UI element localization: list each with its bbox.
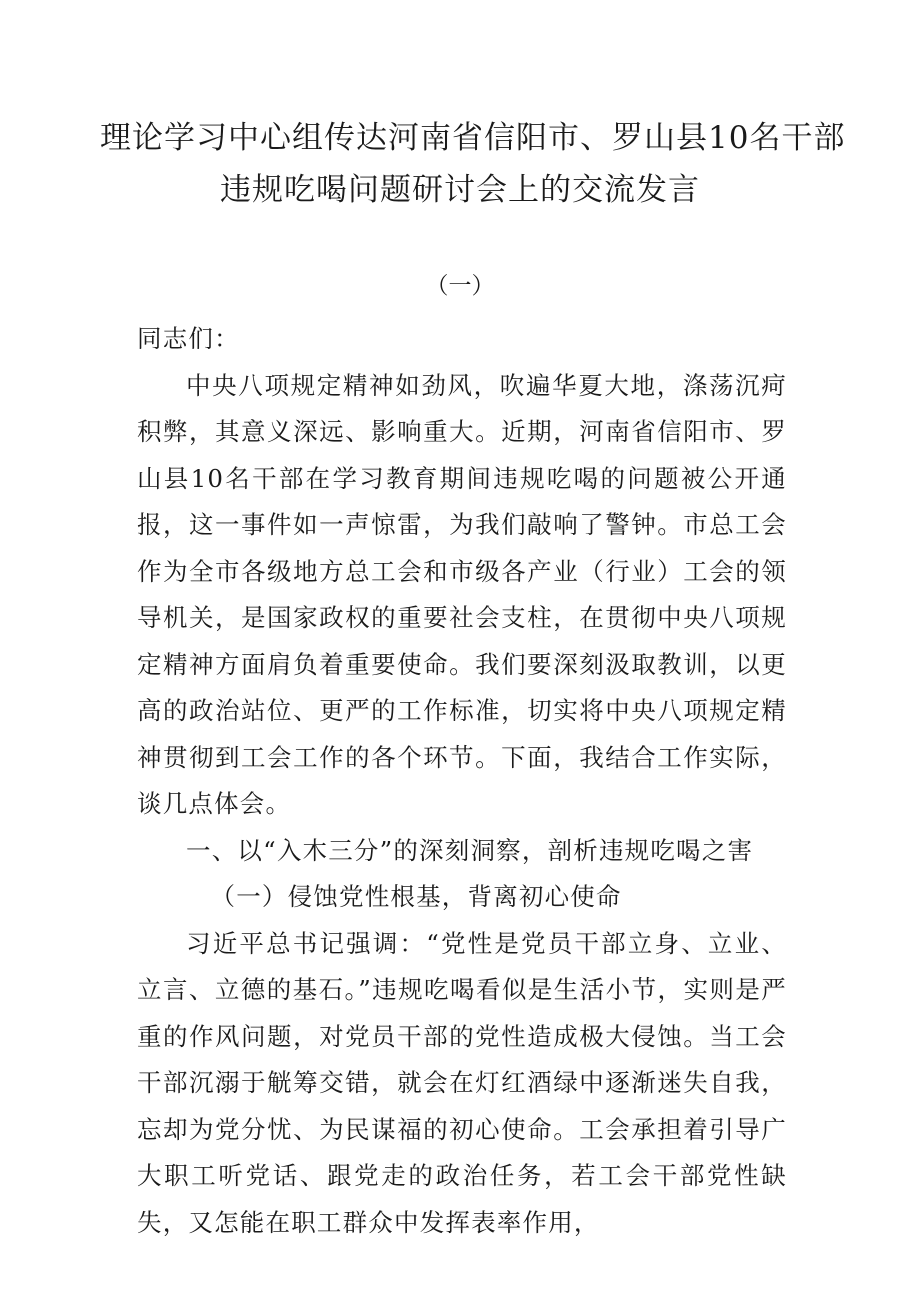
heading-level-2: （一）侵蚀党性根基，背离初心使命 xyxy=(210,882,622,911)
paragraph-body: 习近平总书记强调：“党性是党员干部立身、立业、立言、立德的基石。”违规吃喝看似是生活小节，实则是严重的作风问题，对党员干部的党性造成极大侵蚀。当工会干部沉溺于觥筹交错，就会在灯红酒绿中逐渐迷失自我，忘却为党分忧、为民谋福的初心使命。工会承担着引导广大职工听党话、跟党走的政治任务，若工会干部党性缺失，又怎能在职工群众中发挥表率作用， xyxy=(137,928,787,1237)
paragraph-intro: 中央八项规定精神如劲风，吹遍华夏大地，涤荡沉疴积弊，其意义深远、影响重大。近期，河南省信阳市、罗山县10名干部在学习教育期间违规吃喝的问题被公开通报，这一事件如一声惊雷，为我们敲响了警钟。市总工会作为全市各级地方总工会和市级各产业（行业）工会的领导机关，是国家政权的重要社会支柱，在贯彻中央八项规定精神方面肩负着重要使命。我们要深刻汲取教训，以更高的政治站位、更严的工作标准，切实将中央八项规定精神贯彻到工会工作的各个环节。下面，我结合工作实际，谈几点体会。 xyxy=(137,370,787,818)
document-title xyxy=(100,112,846,216)
salutation: 同志们： xyxy=(137,324,240,353)
document-body xyxy=(137,316,787,1246)
heading-level-1: 一、以“入木三分”的深刻洞察，剖析违规吃喝之害 xyxy=(186,835,754,865)
section-number: （一） xyxy=(425,273,495,299)
title-line-1: 理论学习中心组传达河南省信阳市、罗山县10名干部 xyxy=(100,120,846,156)
title-line-2: 违规吃喝问题研讨会上的交流发言 xyxy=(220,172,700,208)
